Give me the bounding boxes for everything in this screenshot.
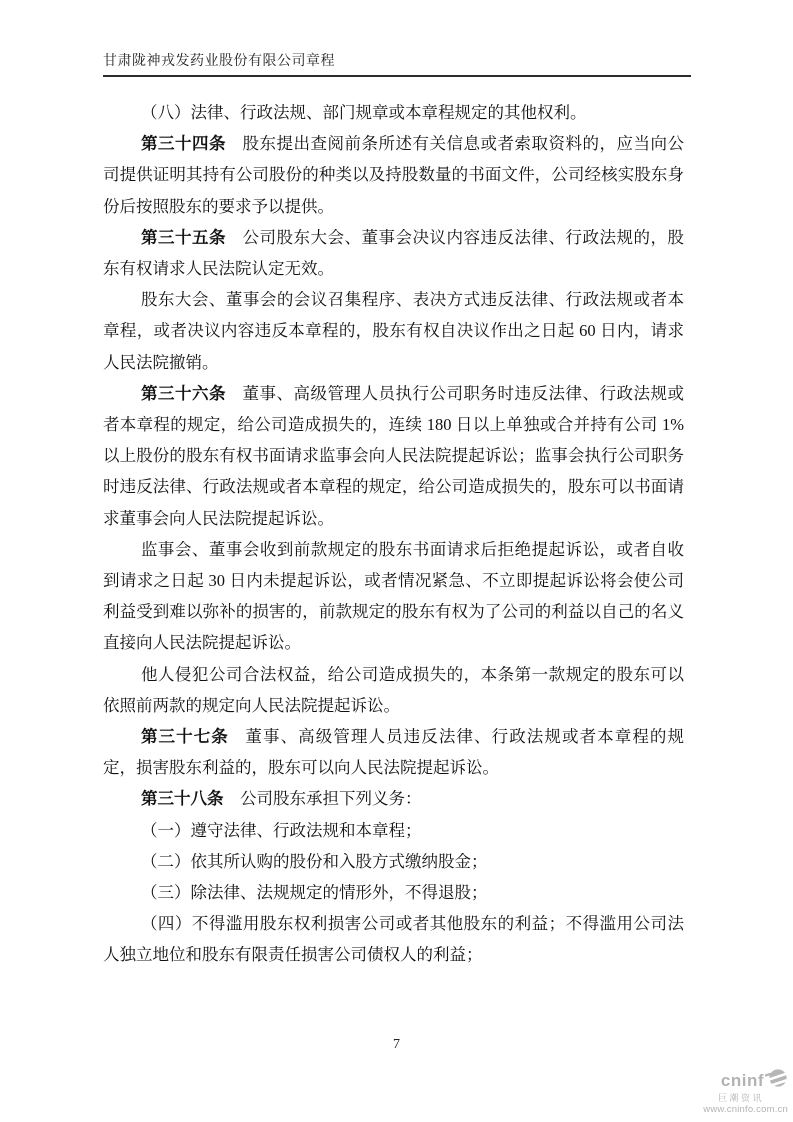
logo-top-row (703, 1068, 790, 1092)
article-number: 第三十六条 (140, 383, 226, 403)
page-header (103, 50, 691, 77)
document-body (103, 97, 684, 971)
article-number: 第三十七条 (140, 727, 229, 747)
article-paragraph: 第三十六条 董事、高级管理人员执行公司职务时违反法律、行政法规或者本章程的规定，给公司造成损失的，连续 180 日以上单独或合并持有公司 1%以上股份的股东有权书面请求监事会向人民法院提起诉讼；监事会执行公司职务时违反法律、行政法规或者本章程的规定，给公司造成损失的，股东可以书面请求董事会向人民法院提起诉讼。 (103, 383, 685, 528)
paragraph: （二）依其所认购的股份和入股方式缴纳股金； (140, 851, 488, 871)
paragraph: 他人侵犯公司合法权益，给公司造成损失的，本条第一款规定的股东可以依照前两款的规定向人民法院提起诉讼。 (103, 664, 684, 715)
cninfo-swoosh-icon (765, 1068, 789, 1092)
paragraph: （八）法律、行政法规、部门规章或本章程规定的其他权利。 (140, 103, 587, 122)
logo-brand-text: cninf (720, 1070, 764, 1090)
header-title: 甘肃陇神戎发药业股份有限公司章程 (103, 54, 335, 69)
page-number: 7 (393, 1037, 400, 1052)
article-paragraph: 第三十八条 公司股东承担下列义务： (140, 789, 422, 809)
paragraph: 股东大会、董事会的会议召集程序、表决方式违反法律、行政法规或者本章程，或者决议内容违反本章程的，股东有权自决议作出之日起 60 日内，请求人民法院撤销。 (103, 290, 684, 372)
logo-caption: 巨潮资讯 (717, 1093, 764, 1103)
logo-url: www.cninfo.com.cn (703, 1104, 788, 1115)
paragraph: 监事会、董事会收到前款规定的股东书面请求后拒绝提起诉讼，或者自收到请求之日起 30 日内未提起诉讼，或者情况紧急、不立即提起诉讼将会使公司利益受到难以弥补的损害的，前款规定的股东有权为了公司的利益以自己的名义直接向人民法院提起诉讼。 (103, 539, 684, 653)
article-number: 第三十四条 (140, 134, 226, 154)
article-number: 第三十八条 (140, 789, 224, 809)
cninfo-logo (703, 1068, 790, 1115)
paragraph: （三）除法律、法规规定的情形外，不得退股； (140, 883, 488, 903)
article-paragraph: 第三十五条 公司股东大会、董事会决议内容违反法律、行政法规的，股东有权请求人民法院认定无效。 (103, 227, 685, 279)
article-number: 第三十五条 (140, 227, 226, 247)
article-paragraph: 第三十四条 股东提出查阅前条所述有关信息或者索取资料的，应当向公司提供证明其持有公司股份的种类以及持股数量的书面文件，公司经核实股东身份后按照股东的要求予以提供。 (103, 134, 685, 216)
paragraph: （四）不得滥用股东权利损害公司或者其他股东的利益；不得滥用公司法人独立地位和股东有限责任损害公司债权人的利益； (103, 914, 684, 965)
paragraph: （一）遵守法律、行政法规和本章程； (140, 820, 422, 840)
article-paragraph: 第三十七条 董事、高级管理人员违反法律、行政法规或者本章程的规定，损害股东利益的，股东可以向人民法院提起诉讼。 (103, 727, 685, 778)
